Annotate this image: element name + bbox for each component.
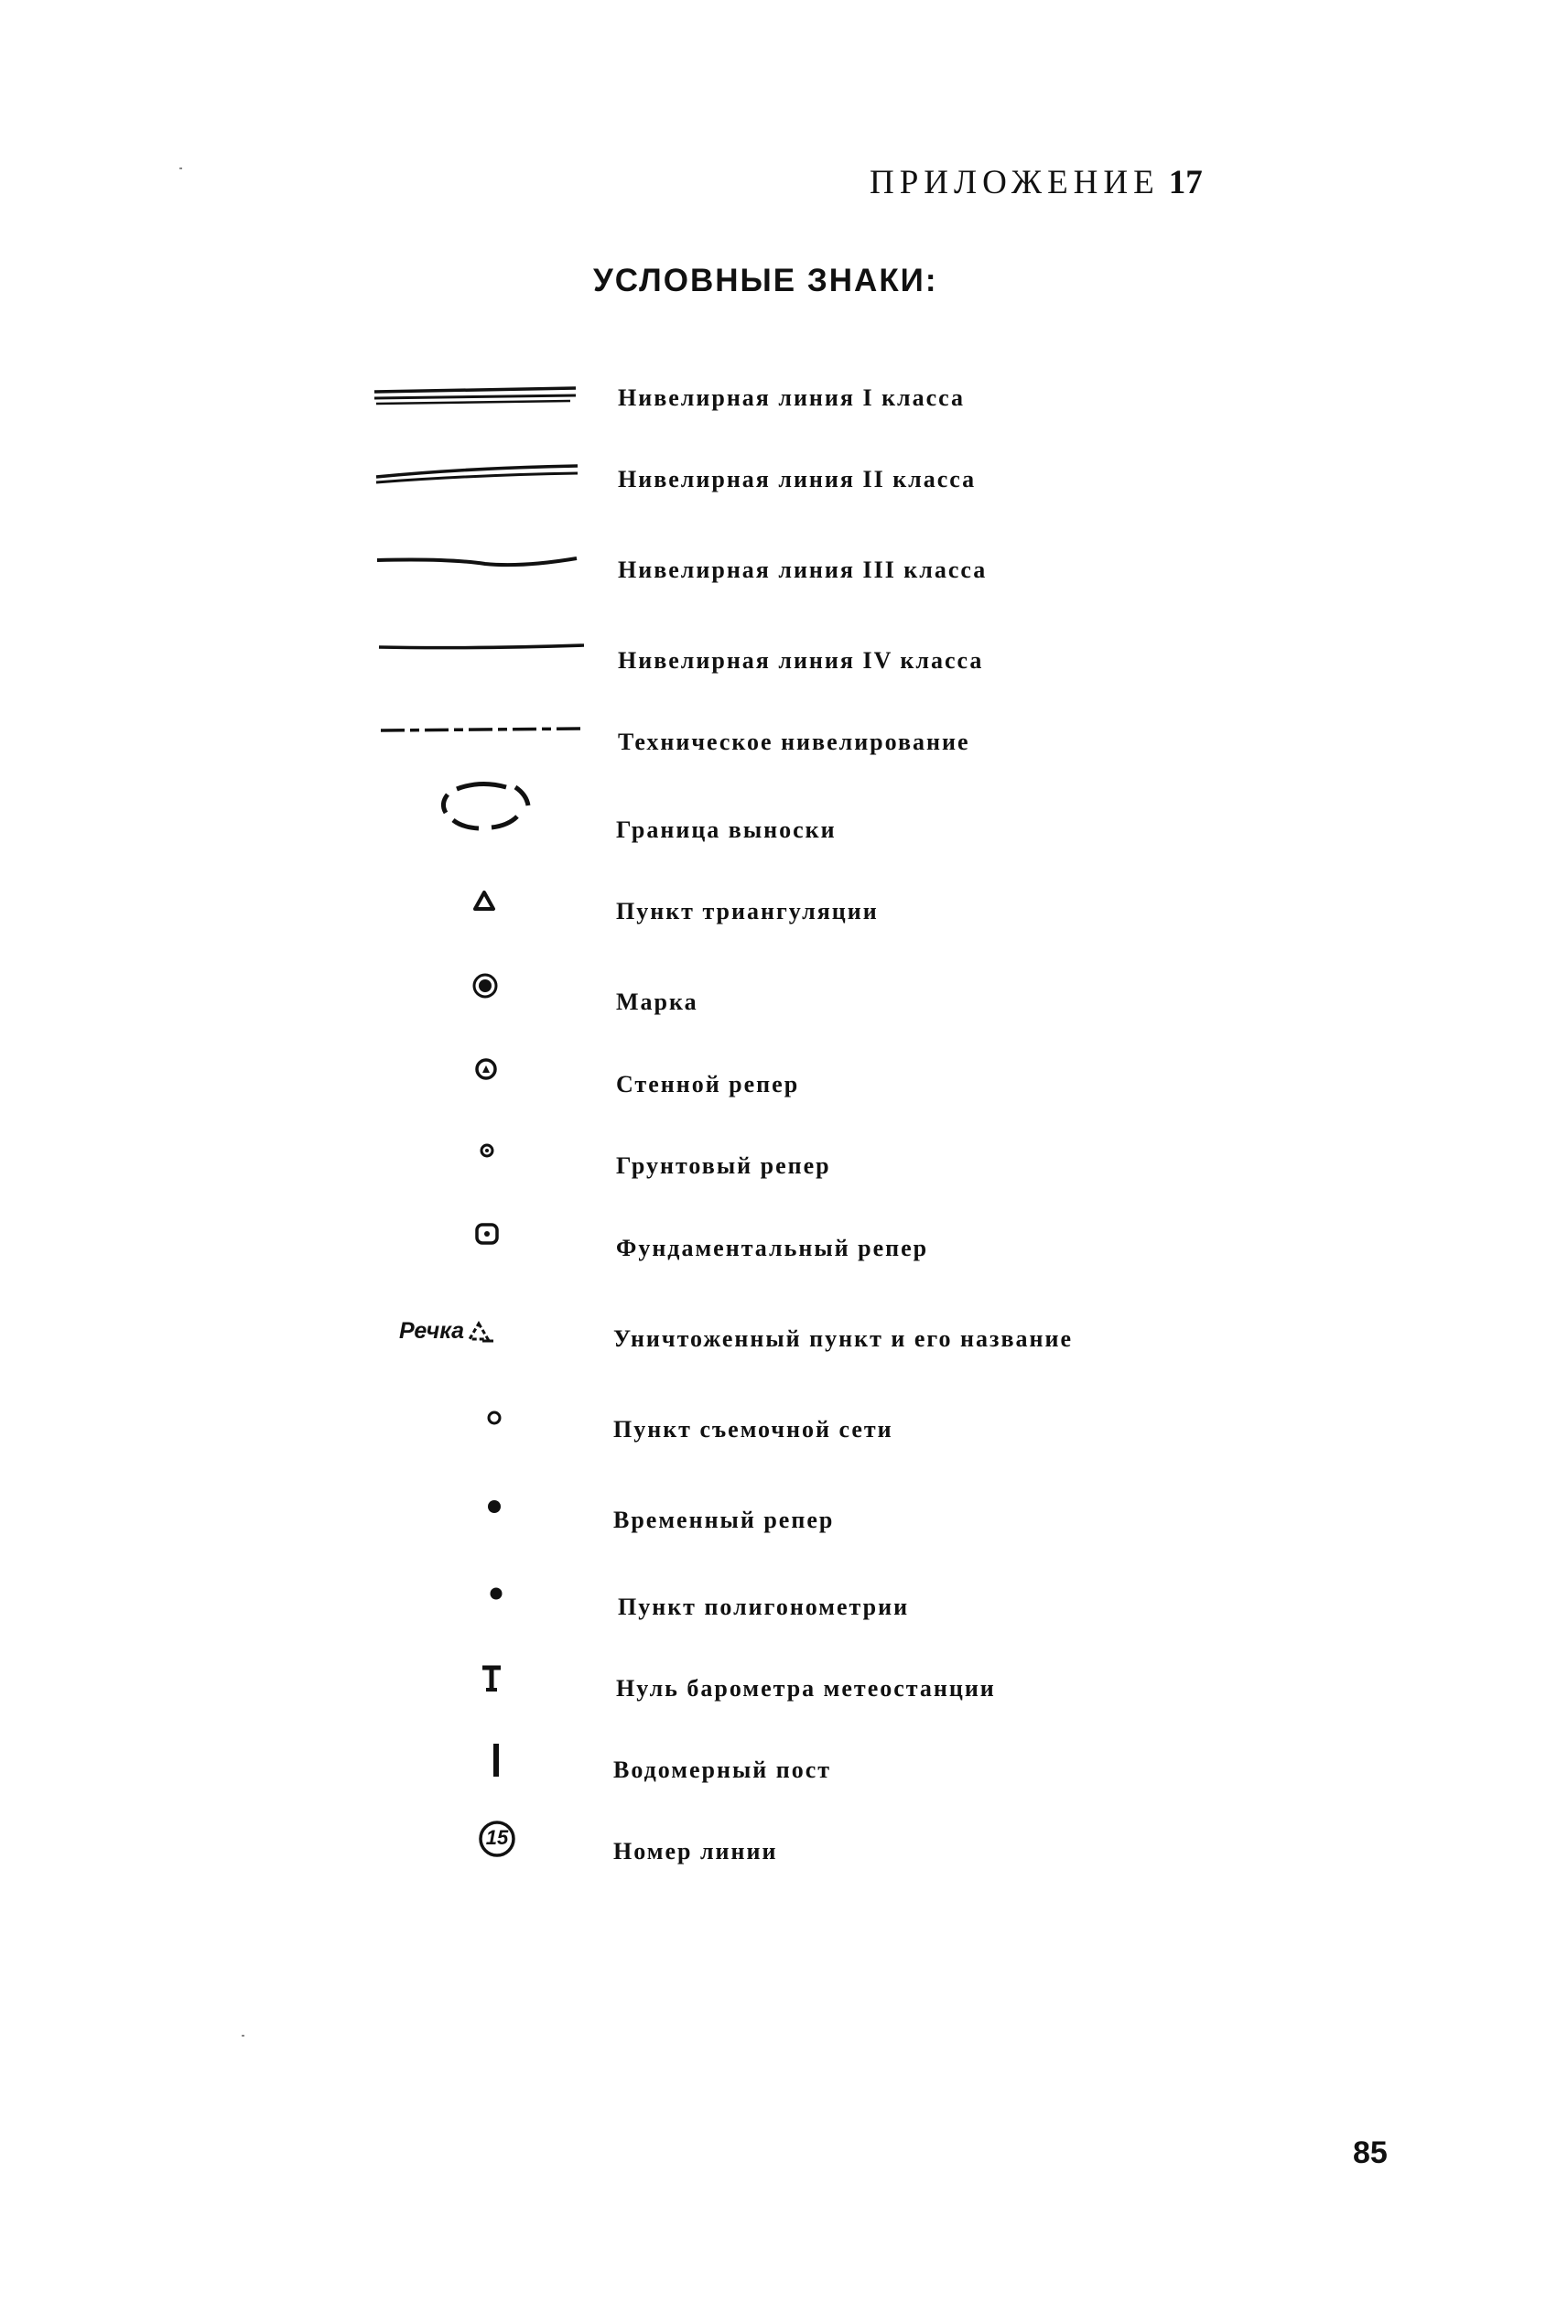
legend-label: Водомерный пост [613,1757,832,1783]
line-number-value: 15 [485,1826,509,1849]
page-number: 85 [1353,2135,1388,2170]
wall-benchmark-icon [471,1054,501,1087]
legend-label: Временный репер [613,1507,835,1533]
mark-bullseye-icon [470,970,501,1007]
appendix-number: 17 [1168,164,1203,201]
legend-row [0,1060,1568,1115]
legend-row [0,546,1568,600]
legend-label: Пункт полигонометрии [618,1594,910,1620]
legend-row [0,636,1568,691]
legend-label: Нивелирная линия III класса [618,557,988,583]
legend-row [0,1583,1568,1638]
triangulation-point-triangle-icon [470,887,498,924]
legend-row [0,1224,1568,1279]
leveling-line-class-1-icon [371,373,581,428]
legend-label: Нивелирная линия I класса [618,384,966,411]
legend-row [0,718,1568,773]
legend-label: Нивелирная линия IV класса [618,647,984,674]
destroyed-point-name: Речка [399,1318,465,1344]
leveling-line-class-4-icon [377,636,588,691]
legend-label: Нивелирная линия II класса [618,466,977,492]
legend-label: Стенной репер [616,1071,800,1097]
fundamental-benchmark-icon [472,1220,502,1251]
legend-label: Техническое нивелирование [618,729,970,755]
legend-label: Граница выноски [616,816,837,843]
ground-benchmark-icon [476,1140,498,1165]
legend-row [0,1141,1568,1196]
technical-leveling-dashed-line-icon [377,718,588,773]
legend-label: Пункт съемочной сети [613,1416,893,1443]
temporary-benchmark-dot-icon [483,1496,505,1519]
legend-heading: УСЛОВНЫЕ ЗНАКИ: [593,263,938,298]
legend-label: Фундаментальный репер [616,1235,929,1261]
destroyed-triangle-icon [466,1319,497,1345]
scan-speck [179,168,182,169]
appendix-label: ПРИЛОЖЕНИЕ [870,164,1160,201]
appendix-title [870,163,1203,202]
leveling-line-class-3-icon [375,546,586,600]
legend-label: Уничтоженный пункт и его название [613,1325,1074,1352]
legend-row [0,373,1568,428]
line-number-circle-icon [476,1818,518,1860]
legend-row [0,1496,1568,1551]
legend-row [0,1746,1568,1800]
polygonometry-point-dot-icon [485,1583,507,1606]
legend-label: Пункт триангуляции [616,898,879,924]
barometer-zero-icon [478,1662,505,1699]
water-gauge-post-icon [489,1740,503,1780]
callout-border-dashed-oval-icon [426,769,545,851]
legend-label: Марка [616,989,698,1015]
legend-row [0,455,1568,510]
legend-label: Номер линии [613,1838,778,1865]
survey-network-point-circle-icon [483,1407,505,1431]
legend-row [0,805,1568,860]
destroyed-point-icon [399,1318,497,1345]
legend-row [0,887,1568,942]
legend-row [0,978,1568,1032]
legend-label: Грунтовый репер [616,1152,831,1179]
legend-row [0,1314,1568,1369]
legend-row [0,1405,1568,1460]
legend-row [0,1664,1568,1719]
legend-row [0,1827,1568,1882]
scan-speck [242,2035,244,2037]
leveling-line-class-2-icon [371,455,581,510]
legend-label: Нуль барометра метеостанции [616,1675,996,1702]
